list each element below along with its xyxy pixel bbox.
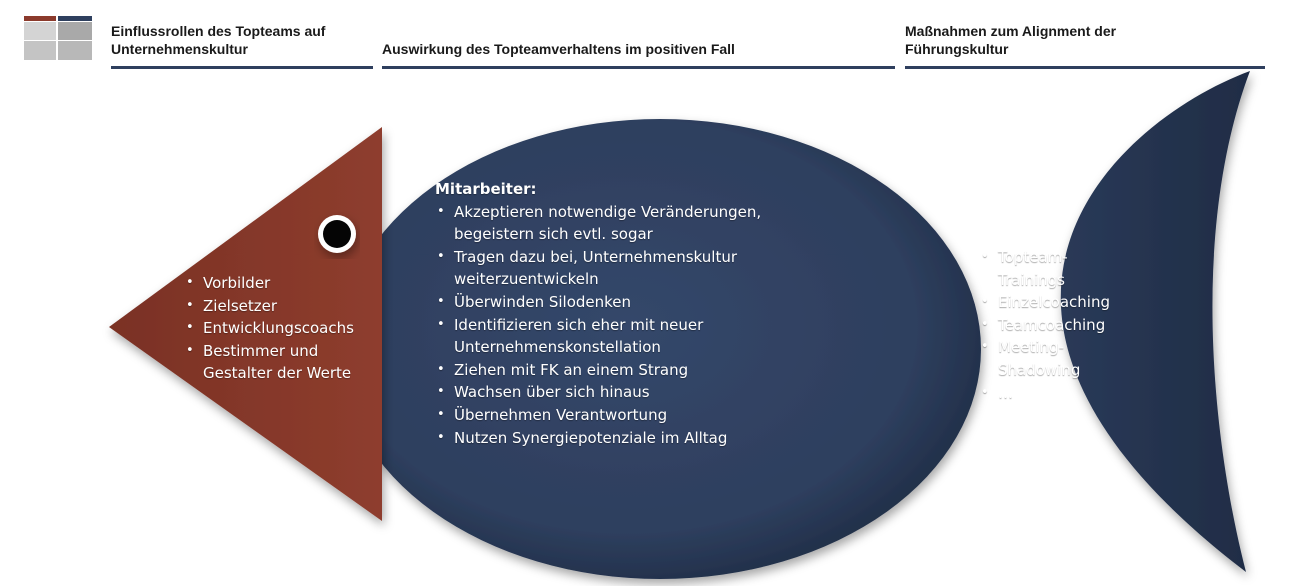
body-subheading: Mitarbeiter: [435, 180, 537, 198]
head-item: • Zielsetzer [184, 295, 384, 318]
head-list-block [184, 272, 384, 385]
tail-item: • … [979, 382, 1139, 405]
body-item: • Nutzen Synergiepotenziale im Alltag [435, 427, 815, 450]
head-item: • Vorbilder [184, 272, 384, 295]
header-right: Maßnahmen zum Alignment der Führungskultur [905, 23, 1117, 57]
head-item: • Entwicklungscoachs [184, 317, 384, 340]
header-middle: Auswirkung des Topteamverhaltens im positiven Fall [382, 41, 735, 57]
tail-item: • Topteam-Trainings [979, 246, 1088, 291]
body-item: • Überwinden Silodenken [435, 291, 815, 314]
tail-item: • Meeting-Shadowing [979, 336, 1088, 381]
body-item: • Wachsen über sich hinaus [435, 381, 815, 404]
header-left: Einflussrollen des Topteams auf Unternehmenskultur [111, 23, 326, 57]
body-item: • Akzeptieren notwendige Veränderungen, begeistern sich evtl. sogar [435, 201, 794, 246]
tail-item: • Einzelcoaching [979, 291, 1139, 314]
body-item: • Übernehmen Verantwortung [435, 404, 815, 427]
body-item: • Ziehen mit FK an einem Strang [435, 359, 815, 382]
body-list-block [435, 178, 815, 449]
body-item: • Tragen dazu bei, Unternehmenskultur weiterzuentwickeln [435, 246, 774, 291]
tail-list-block [979, 246, 1139, 404]
tail-item: • Teamcoaching [979, 314, 1139, 337]
body-item: • Identifizieren sich eher mit neuer Unternehmenskonstellation [435, 314, 754, 359]
head-item: • Bestimmer und Gestalter der Werte [184, 340, 363, 385]
